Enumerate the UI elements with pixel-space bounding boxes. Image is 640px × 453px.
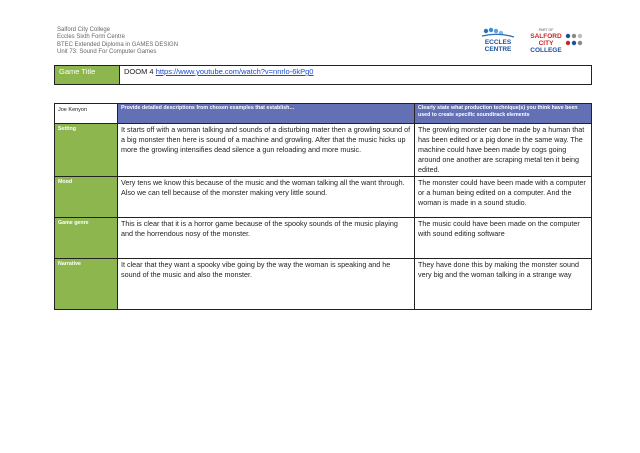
narrative-description: It clear that they want a spooky vibe going by the way the woman is speaking and he sound of the music and also the monster. xyxy=(118,259,415,310)
description-header: Provide detailed descriptions from chosen examples that establish… xyxy=(118,104,415,124)
header-line: Salford City College xyxy=(57,27,111,33)
row-label-narrative: Narrative xyxy=(55,259,118,310)
technique-header: Clearly state what production technique(s) you think have been used to create specific soundtrack elements xyxy=(415,104,592,124)
sound-analysis-table xyxy=(54,103,592,310)
mood-description: Very tens we know this because of the music and the woman talking all the want through. Also we can tell because of the monster making very little sound. xyxy=(118,177,415,218)
salford-logo-text: SALFORD xyxy=(530,33,562,40)
eccles-centre-logo xyxy=(478,27,518,53)
row-label-mood: Mood xyxy=(55,177,118,218)
author-name: Joe Kenyon xyxy=(55,104,118,124)
header-line: Unit 73: Sound For Computer Games xyxy=(57,48,157,55)
eccles-logo-text: ECCLES xyxy=(484,39,512,46)
youtube-link[interactable]: https://www.youtube.com/watch?v=nnrlo-6kPg0 xyxy=(155,67,314,76)
salford-city-college-logo xyxy=(528,26,588,54)
table-row xyxy=(55,177,592,218)
genre-technique: The music could have been made on the computer with sound editing software xyxy=(415,218,592,259)
game-title-label: Game Title xyxy=(55,66,120,85)
setting-description: It starts off with a woman talking and sounds of a disturbing mater then a growling sound of a big monster then here is sound of a machine and growling. After that the music hicks up more the growling intensifies dead silence a gun reloading and more music. xyxy=(118,124,415,177)
header-line: Eccles Sixth Form Centre xyxy=(57,34,126,41)
mood-technique: The monster could have been made with a computer or a human being edited on a computer. And the woman is made in a sound studio. xyxy=(415,177,592,218)
game-name: DOOM 4 xyxy=(124,67,154,76)
narrative-technique: They have done this by making the monster sound very big and the woman talking in a strange way xyxy=(415,259,592,310)
salford-logo-text: CITY xyxy=(538,40,554,47)
game-title-table xyxy=(54,65,592,85)
setting-technique: The growling monster can be made by a human that has been edited or a pig done in the same way. The machine could have been made by cogs going around one another are scraping metal ten it being edited. xyxy=(415,124,592,177)
salford-logo-text: PART OF xyxy=(538,28,554,32)
document-header xyxy=(57,27,178,56)
row-label-setting: Setting xyxy=(55,124,118,177)
genre-description: This is clear that it is a horror game because of the spooky sounds of the music playing and the horrendous nosy of the monster. xyxy=(118,218,415,259)
game-title-value xyxy=(120,66,592,85)
salford-logo-text: COLLEGE xyxy=(530,47,562,54)
header-line: BTEC Extended Diploma in GAMES DESIGN xyxy=(57,41,179,48)
row-label-game-genre: Game genre xyxy=(55,218,118,259)
table-row xyxy=(55,218,592,259)
table-row xyxy=(55,259,592,310)
table-row xyxy=(55,124,592,177)
eccles-logo-text: CENTRE xyxy=(484,46,512,53)
